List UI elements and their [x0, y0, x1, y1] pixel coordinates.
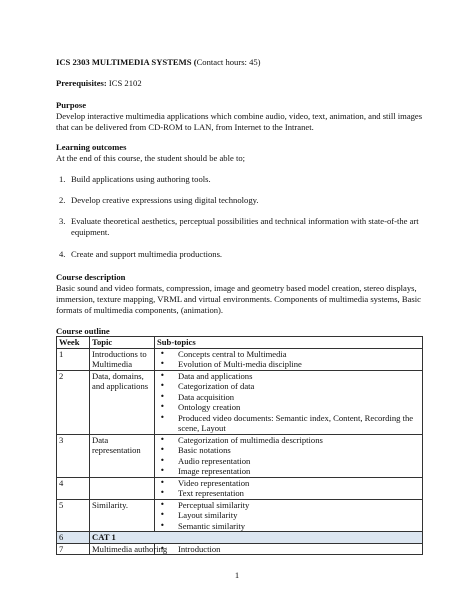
subtopic-item: • Audio representation [157, 456, 420, 467]
subtopic-item: • Video representation [157, 478, 420, 489]
subtopic-item: • Ontology creation [157, 402, 420, 413]
table-row [57, 370, 423, 434]
contact-hours: Contact hours: 45) [196, 57, 261, 67]
topic-header: Topic [90, 337, 155, 349]
week-cell: 7 [57, 543, 90, 555]
week-cell: 6 [57, 532, 90, 544]
subtopic-item: • Image representation [157, 466, 420, 477]
subtopics-cell [155, 543, 423, 555]
subtopic-item: • Concepts central to Multimedia [157, 349, 420, 360]
prerequisites-line [56, 78, 426, 89]
outcome-number: 4. [59, 249, 66, 259]
cat-label: CAT 1 [90, 532, 423, 544]
subtopic-item: • Perceptual similarity [157, 500, 420, 511]
subtopic-item: • Categorization of multimedia descriptions [157, 435, 420, 446]
course-code-title: ICS 2303 MULTIMEDIA SYSTEMS ( [56, 57, 197, 67]
course-outline-heading: Course outline [56, 326, 110, 336]
cat-row [57, 532, 423, 544]
subtopics-cell [155, 434, 423, 477]
table-header-row [57, 337, 423, 349]
table-row [57, 477, 423, 499]
purpose-heading: Purpose [56, 100, 87, 110]
subtopic-item: • Data acquisition [157, 392, 420, 403]
course-outline-table [56, 336, 423, 555]
topic-cell [90, 477, 155, 499]
outcome-text: Evaluate theoretical aesthetics, perceptual possibilities and technical information with state-of-the art equipment. [71, 216, 419, 237]
subtopic-item: • Data and applications [157, 371, 420, 382]
subtopic-item: • Categorization of data [157, 381, 420, 392]
outcome-text: Develop creative expressions using digital technology. [71, 195, 259, 205]
week-cell: 1 [57, 348, 90, 370]
topic-cell: Introductions to Multimedia [90, 348, 155, 370]
subtopics-cell [155, 499, 423, 532]
outcome-text: Build applications using authoring tools. [71, 174, 211, 184]
subtopics-cell [155, 477, 423, 499]
subtopics-header: Sub-topics [155, 337, 423, 349]
subtopic-item: • Text representation [157, 488, 420, 499]
subtopic-item: • Semantic similarity [157, 521, 420, 532]
subtopics-cell [155, 370, 423, 434]
subtopic-item: • Introduction [157, 544, 420, 555]
subtopic-item: • Produced video documents: Semantic index, Content, Recording the scene, Layout [157, 413, 420, 434]
page-number: 1 [234, 570, 240, 580]
week-cell: 5 [57, 499, 90, 532]
learning-outcomes-heading: Learning outcomes [56, 142, 127, 152]
outcome-number: 2. [59, 195, 66, 205]
topic-cell: Multimedia authoring [90, 543, 155, 555]
week-cell: 2 [57, 370, 90, 434]
table-row [57, 348, 423, 370]
subtopic-item: • Evolution of Multi-media discipline [157, 359, 420, 370]
subtopic-item: • Basic notations [157, 445, 420, 456]
learning-outcomes-intro: At the end of this course, the student should be able to; [56, 153, 246, 163]
table-row [57, 543, 423, 555]
table-row [57, 499, 423, 532]
course-description-text: Basic sound and video formats, compression, image and geometry based model creation, stereo displays, immersion, texture mapping, VRML and virtual environments. Components of multimedia systems, Basic formats of multimedia components, (animation). [56, 283, 421, 315]
table-row [57, 434, 423, 477]
week-header: Week [57, 337, 90, 349]
outcome-text: Create and support multimedia productions. [71, 249, 223, 259]
course-description-heading: Course description [56, 272, 126, 282]
week-cell: 4 [57, 477, 90, 499]
prerequisites-value: ICS 2102 [106, 78, 142, 88]
subtopic-item: • Layout similarity [157, 510, 420, 521]
course-title [56, 57, 426, 68]
subtopics-cell [155, 348, 423, 370]
purpose-text: Develop interactive multimedia applications which combine audio, video, text, animation, and still images that can be delivered from CD-ROM to LAN, from Internet to the Intranet. [56, 111, 423, 132]
outcome-number: 3. [59, 216, 66, 226]
prerequisites-label: Prerequisites: [56, 78, 107, 88]
topic-cell: Data representation [90, 434, 155, 477]
week-cell: 3 [57, 434, 90, 477]
topic-cell: Data, domains, and applications [90, 370, 155, 434]
topic-cell: Similarity. [90, 499, 155, 532]
outcome-number: 1. [59, 174, 66, 184]
